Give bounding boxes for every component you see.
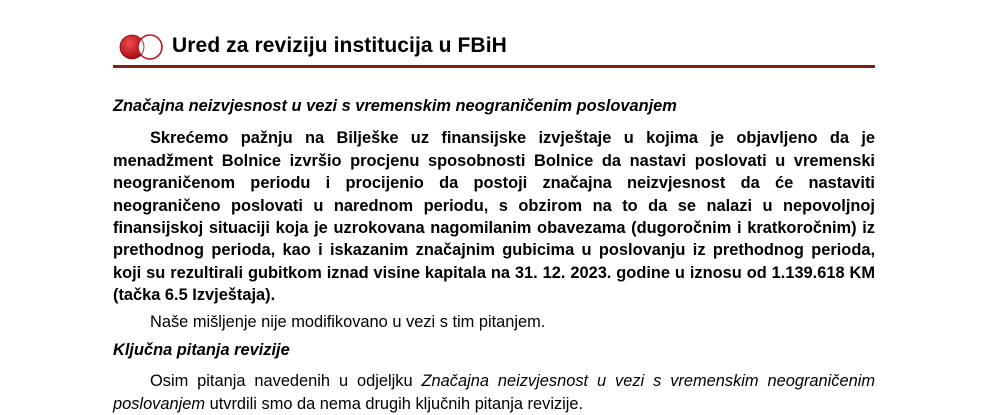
- office-logo-icon: [119, 33, 165, 61]
- paragraph-text-italic-reference: Značajna neizvjesnost u vezi s vremenskim neograničenim poslovanjem: [113, 372, 876, 413]
- paragraph-text-end: utvrdili smo da nema drugih ključnih pitanja revizije.: [205, 394, 584, 413]
- section-heading-key-audit-matters: Ključna pitanja revizije: [113, 341, 290, 360]
- paragraph-key-audit-matters: [113, 370, 875, 415]
- paragraph-emphasis: Skrećemo pažnju na Bilješke uz finansijske izvještaje u kojima je objavljeno da je menadžment Bolnice izvršio procjenu sposobnosti Bolnice da nastavi poslovati u vremenski neograničenom periodu i procijenio da postoji značajna neizvjesnost da će nastaviti neograničeno poslovati u narednom periodu, s obzirom na to da se nalazi u nepovoljnoj finansijskoj situaciji koja je uzrokovana nagomilanim obavezama (dugoročnim i kratkoročnim) iz prethodnog perioda, kao i iskazanim značajnim gubicima u poslovanju iz prethodnog perioda, koji su rezultirali gubitkom iznad visine kapitala na 31. 12. 2023. godine u iznosu od 1.139.618 KM (tačka 6.5 Izvještaja).: [113, 129, 875, 305]
- header-title: Ured za reviziju institucija u FBiH: [172, 34, 507, 57]
- header-divider: [113, 65, 875, 68]
- document-body: [113, 95, 875, 415]
- document-header: [113, 27, 875, 67]
- paragraph-opinion-note: Naše mišljenje nije modifikovano u vezi s tim pitanjem.: [150, 312, 546, 331]
- paragraph-text-start: Osim pitanja navedenih u odjeljku: [150, 372, 422, 391]
- section-heading-going-concern: Značajna neizvjesnost u vezi s vremenskim neograničenim poslovanjem: [113, 97, 677, 115]
